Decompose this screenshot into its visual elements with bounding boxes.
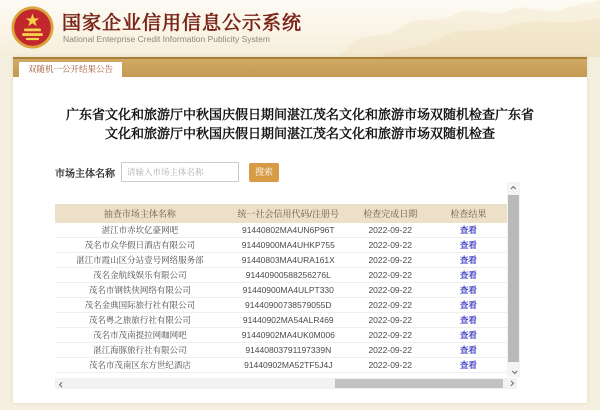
cell-code: 91440902MA4UK0M006 — [241, 330, 335, 340]
cell-code: 91440900588256276L — [245, 270, 331, 280]
cell-action — [429, 298, 508, 312]
column-header-date: 检查完成日期 — [363, 209, 418, 219]
scroll-up-button[interactable] — [507, 182, 520, 193]
vertical-scrollbar-thumb[interactable] — [508, 195, 519, 362]
horizontal-scrollbar-thumb[interactable] — [335, 379, 503, 388]
view-link[interactable]: 查看 — [459, 315, 477, 325]
scroll-left-button[interactable] — [55, 378, 66, 389]
search-button[interactable]: 搜索 — [249, 163, 279, 182]
view-link[interactable]: 查看 — [459, 255, 477, 265]
cell-code: 91440900738579055D — [245, 300, 332, 310]
table-row — [55, 298, 508, 313]
cell-action — [429, 358, 508, 372]
table-row — [55, 328, 508, 343]
column-header-result: 检查结果 — [450, 209, 487, 219]
table-header-row — [55, 205, 508, 223]
view-link[interactable]: 查看 — [459, 360, 477, 370]
cell-date: 2022-09-22 — [368, 240, 412, 250]
cell-action — [429, 238, 508, 252]
cell-code: 91440803791197339N — [245, 345, 332, 355]
scroll-right-button[interactable] — [506, 378, 517, 389]
cell-date: 2022-09-22 — [368, 345, 412, 355]
site-title: 国家企业信用信息公示系统 — [62, 13, 303, 34]
view-link[interactable]: 查看 — [459, 240, 477, 250]
cell-code: 91440802MA4UN6P96T — [241, 225, 335, 235]
cell-date: 2022-09-22 — [368, 330, 412, 340]
chevron-down-icon — [511, 368, 517, 374]
table-row — [55, 283, 508, 298]
notice-title-line1: 广东省文化和旅游厅中秋国庆假日期间湛江茂名文化和旅游市场双随机检查广东省 — [65, 107, 534, 122]
cell-action — [429, 343, 508, 357]
cell-name: 湛江市霞山区分站壹号网络服务部 — [76, 255, 204, 265]
cell-date: 2022-09-22 — [368, 315, 412, 325]
cell-code: 91440902MA54ALR469 — [242, 315, 334, 325]
cell-date: 2022-09-22 — [368, 300, 412, 310]
cell-name: 湛江海豚旅行社有限公司 — [93, 345, 187, 355]
column-header-name: 抽查市场主体名称 — [103, 209, 176, 219]
cell-action — [429, 268, 508, 282]
cell-date: 2022-09-22 — [368, 225, 412, 235]
cell-action — [429, 253, 508, 267]
cell-name: 茂名市钢铁侠网络有限公司 — [88, 285, 191, 295]
cell-name: 茂名市茂南区东方世纪酒店 — [88, 360, 191, 370]
chevron-left-icon — [58, 381, 64, 387]
mountain-watermark — [340, 0, 600, 57]
table-row — [55, 358, 508, 373]
view-link[interactable]: 查看 — [459, 345, 477, 355]
notice-title-line2: 文化和旅游厅中秋国庆假日期间湛江茂名文化和旅游市场双随机检查 — [104, 126, 495, 141]
content-panel — [13, 57, 587, 403]
cell-name: 茂名金典国际旅行社有限公司 — [84, 300, 196, 310]
cell-action — [429, 223, 508, 237]
view-link[interactable]: 查看 — [459, 225, 477, 235]
cell-date: 2022-09-22 — [368, 360, 412, 370]
cell-code: 91440803MA4URA161X — [241, 255, 335, 265]
cell-action — [429, 283, 508, 297]
cell-code: 91440900MA4ULPT330 — [242, 285, 334, 295]
vertical-scrollbar[interactable] — [507, 182, 520, 377]
search-input[interactable] — [121, 162, 239, 182]
view-link[interactable]: 查看 — [459, 285, 477, 295]
chevron-up-icon — [510, 185, 516, 191]
cell-name: 茂名粤之旅旅行社有限公司 — [88, 315, 191, 325]
cell-date: 2022-09-22 — [368, 270, 412, 280]
cell-name: 茂名市众华假日酒店有限公司 — [84, 240, 196, 250]
table-body — [55, 223, 508, 373]
search-label: 市场主体名称 — [55, 168, 115, 180]
chevron-right-icon — [508, 380, 514, 386]
cell-name: 茂名金航线娱乐有限公司 — [93, 270, 187, 280]
view-link[interactable]: 查看 — [459, 330, 477, 340]
cell-name: 茂名市茂南提拉网咖网吧 — [93, 330, 187, 340]
tab-double-random-results[interactable]: 双随机一公开结果公告 — [19, 62, 122, 77]
table-row — [55, 223, 508, 238]
site-header — [0, 0, 600, 57]
results-table — [55, 204, 508, 373]
table-row — [55, 238, 508, 253]
cell-date: 2022-09-22 — [368, 285, 412, 295]
table-row — [55, 313, 508, 328]
tab-strip — [13, 57, 587, 77]
scroll-down-button[interactable] — [507, 366, 520, 377]
cell-name: 湛江市赤坎亿豪网吧 — [101, 225, 179, 235]
table-row — [55, 343, 508, 358]
national-emblem-icon — [10, 5, 55, 50]
view-link[interactable]: 查看 — [459, 270, 477, 280]
cell-action — [429, 328, 508, 342]
cell-date: 2022-09-22 — [368, 255, 412, 265]
site-subtitle: National Enterprise Credit Information Publicity System — [63, 34, 270, 44]
search-row — [55, 161, 279, 183]
table-row — [55, 268, 508, 283]
cell-action — [429, 313, 508, 327]
cell-code: 91440902MA52TF5J4J — [244, 360, 333, 370]
notice-title — [13, 105, 587, 143]
table-row — [55, 253, 508, 268]
horizontal-scrollbar[interactable] — [55, 378, 517, 389]
view-link[interactable]: 查看 — [459, 300, 477, 310]
cell-code: 91440900MA4UHKP755 — [241, 240, 335, 250]
column-header-code: 统一社会信用代码/注册号 — [237, 209, 340, 219]
